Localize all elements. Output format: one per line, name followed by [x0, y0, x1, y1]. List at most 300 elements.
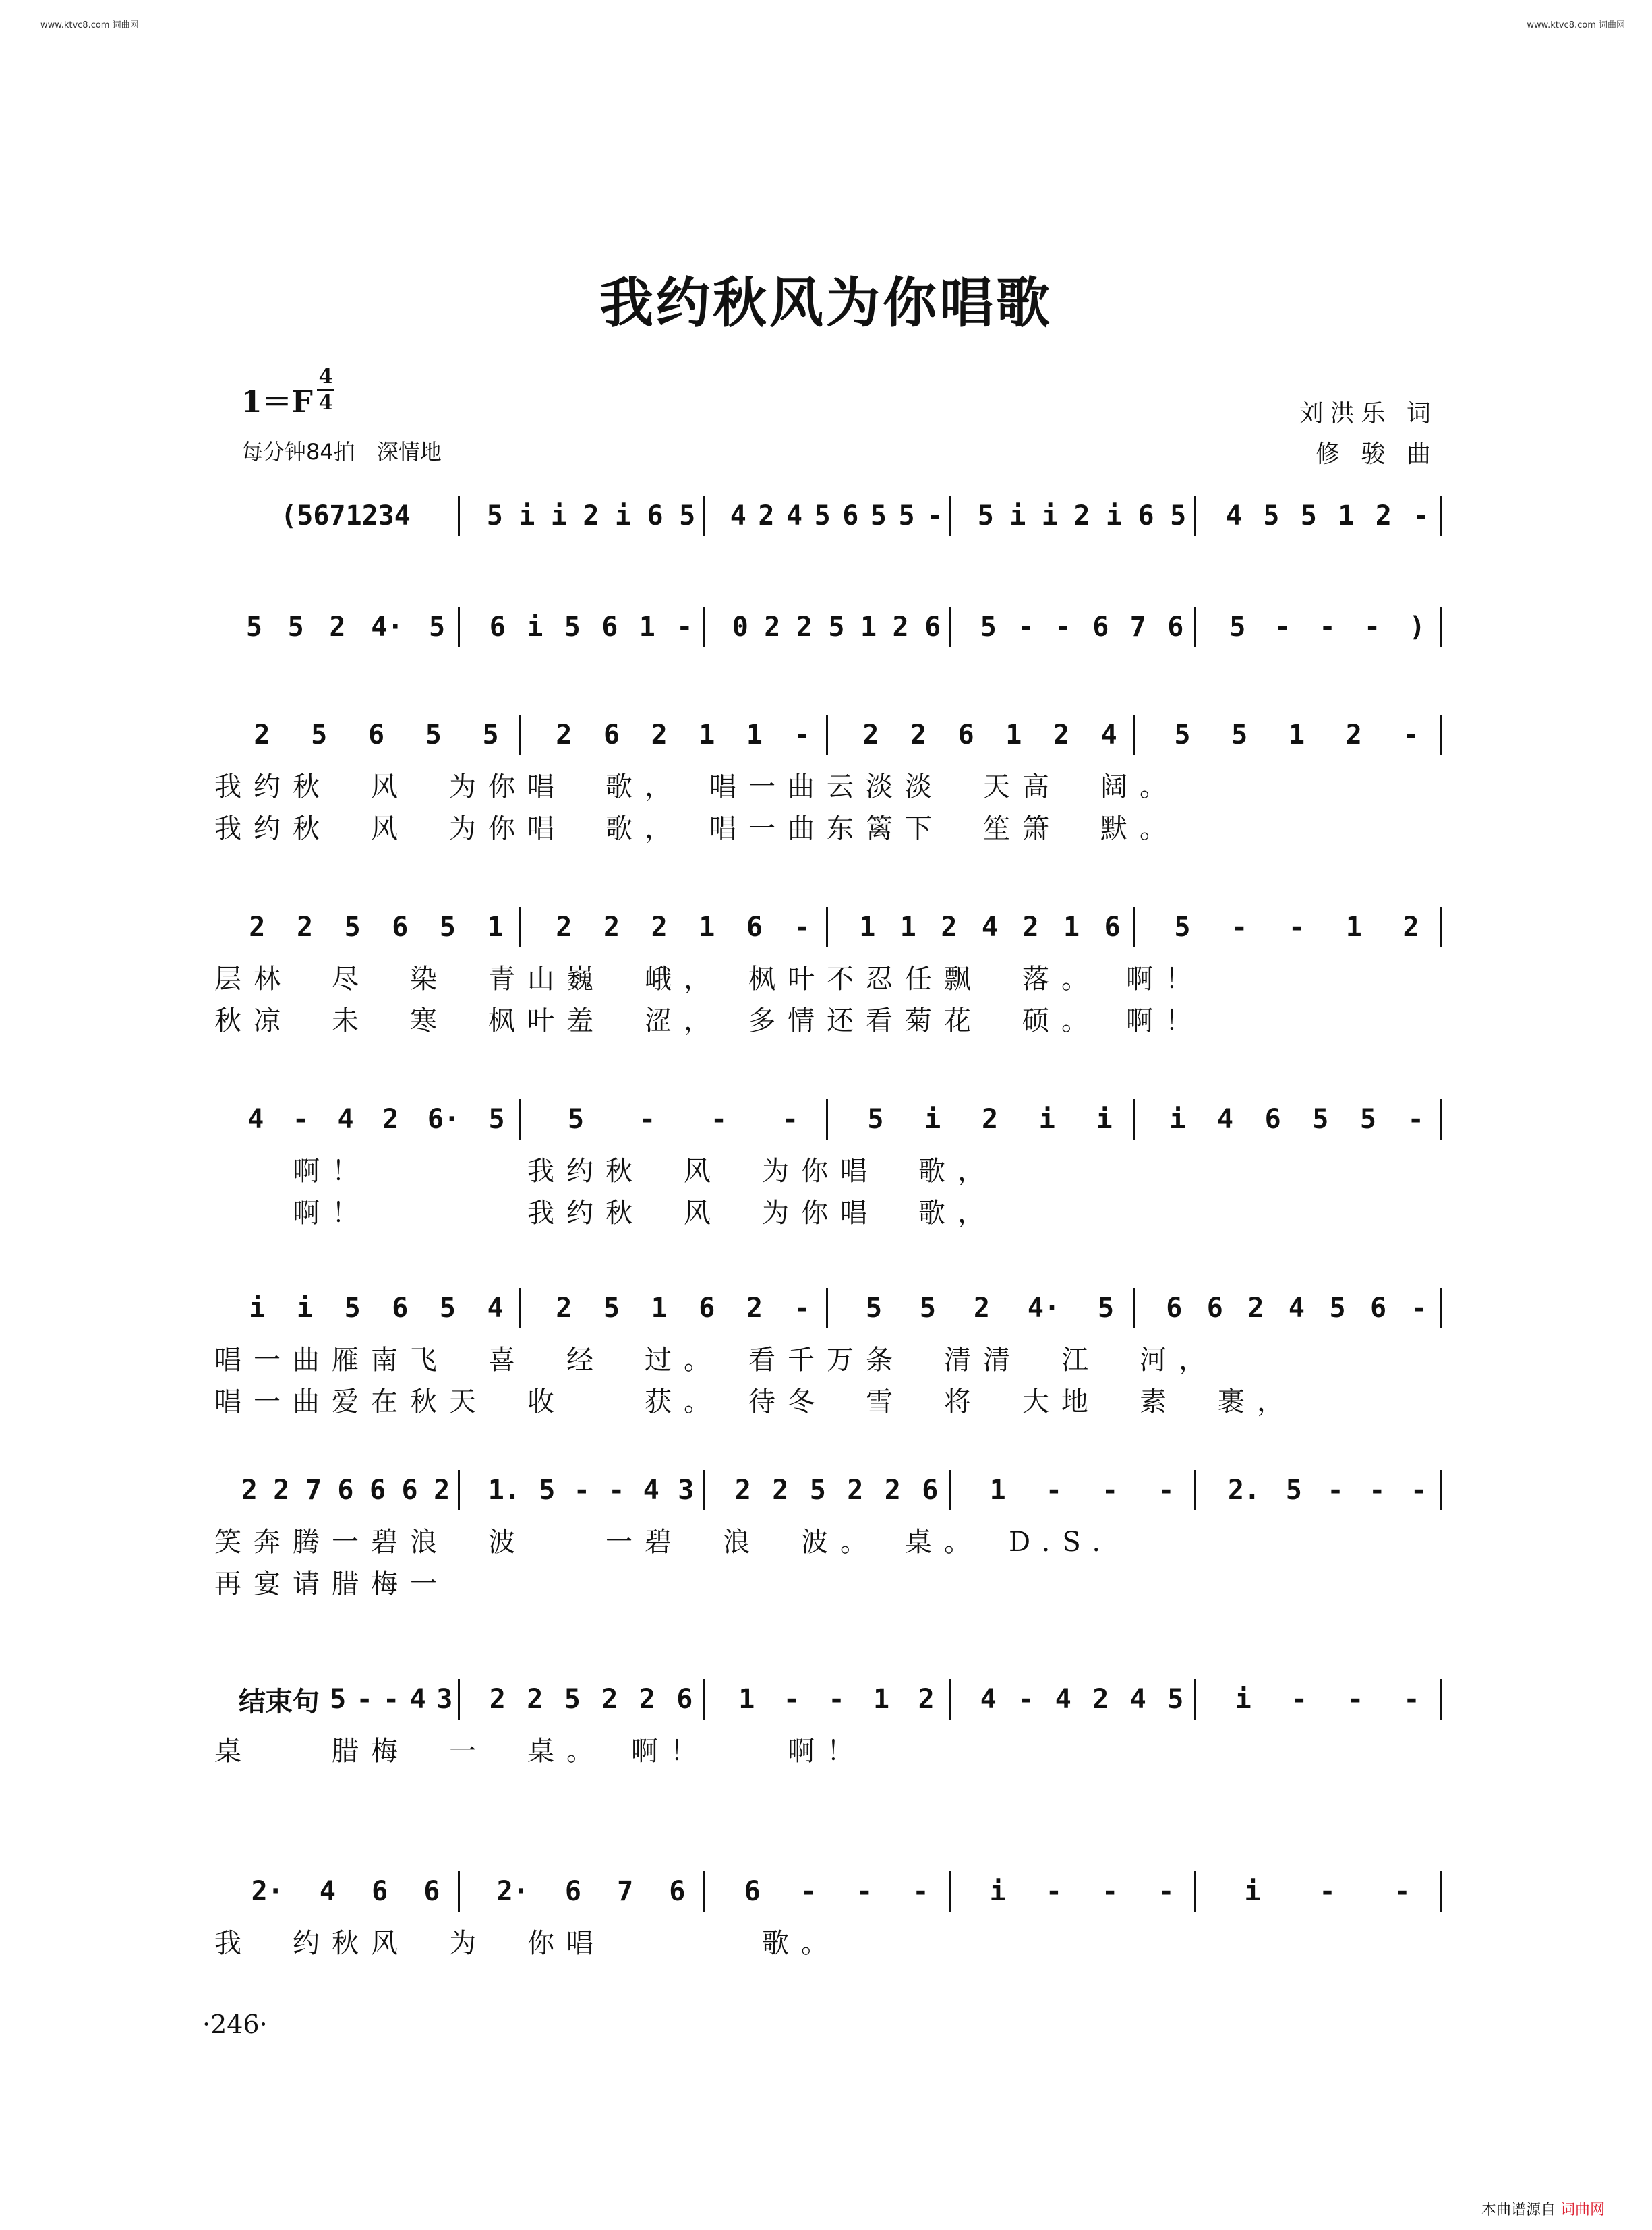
note: 4·: [371, 612, 404, 643]
note: -: [781, 1104, 799, 1135]
measure: [1196, 1470, 1442, 1510]
lyric-line: 唱一曲爱在秋天 收 获。 待冬 雪 将 大地 素 裹，: [214, 1386, 1296, 1417]
note: 2: [527, 1684, 543, 1715]
note: 6: [392, 1293, 409, 1324]
note: 5: [344, 1293, 361, 1324]
note: 5: [287, 612, 304, 643]
note: i: [1096, 1104, 1113, 1135]
note: 5: [245, 612, 262, 643]
note: 1: [859, 912, 876, 943]
measure: [1196, 1871, 1442, 1912]
note: 3: [678, 1475, 695, 1506]
note: 4: [1129, 1684, 1146, 1715]
note: i: [527, 612, 543, 643]
note: 5: [980, 612, 997, 643]
note: 4: [980, 1684, 997, 1715]
note: 6: [924, 612, 941, 643]
note: 1: [873, 1684, 890, 1715]
note: 2: [651, 912, 668, 943]
lyric-line: 啊！ 我约秋 风 为你唱 歌，: [214, 1156, 997, 1187]
measure: [828, 1099, 1135, 1140]
notation-line: [214, 607, 1442, 647]
note: i: [1038, 1104, 1055, 1135]
notation-line: [214, 907, 1442, 947]
note: -: [1288, 912, 1305, 943]
note: 4: [247, 1104, 264, 1135]
measure: [214, 607, 460, 647]
site-watermark-left: www.ktvc8.com 词曲网: [40, 20, 139, 30]
note: 6: [922, 1475, 939, 1506]
note: -: [1327, 1475, 1344, 1506]
measure: [460, 1470, 705, 1510]
note: 5: [429, 612, 446, 643]
note: 1: [1345, 912, 1362, 943]
notation-line: [214, 1470, 1442, 1510]
note: -: [794, 720, 810, 751]
note: 5: [1329, 1293, 1346, 1324]
measure: [460, 1871, 705, 1912]
note: 6: [1206, 1293, 1223, 1324]
note: -: [783, 1684, 800, 1715]
note: 6: [669, 1876, 686, 1907]
note: 6: [957, 720, 974, 751]
note: -: [608, 1475, 625, 1506]
notation-line: [214, 1288, 1442, 1328]
note: 3: [436, 1684, 453, 1715]
note: 2: [651, 720, 668, 751]
note: 5: [1097, 1293, 1115, 1324]
note: 7: [305, 1475, 322, 1506]
note: 4: [1225, 500, 1242, 531]
notation-line: [214, 1099, 1442, 1140]
note: -: [794, 912, 810, 943]
note: -: [676, 612, 693, 643]
note: 结束句: [238, 1686, 320, 1718]
score-row: [214, 715, 1442, 844]
note: 2: [1092, 1684, 1109, 1715]
note: 4: [409, 1684, 426, 1715]
note: -: [856, 1876, 873, 1907]
note: 1: [699, 720, 715, 751]
measure: [214, 1288, 521, 1328]
note: 1: [899, 912, 916, 943]
note: 2: [1053, 720, 1069, 751]
note: 4: [1216, 1104, 1234, 1135]
note: i: [1009, 500, 1026, 531]
note: -: [710, 1104, 728, 1135]
lyric-line: 层林 尽 染 青山巍 峨， 枫叶不忍任飘 落。 啊！: [214, 964, 1204, 995]
measure: [1135, 1099, 1442, 1140]
note: 2·: [251, 1876, 284, 1907]
time-top: 4: [318, 365, 333, 388]
note: ): [1409, 612, 1425, 643]
note: 6: [337, 1475, 354, 1506]
lyric-line: 我约秋 风 为你唱 歌， 唱一曲东篱下 笙箫 默。: [214, 813, 1179, 844]
note: -: [1413, 500, 1429, 531]
note: 2: [764, 612, 781, 643]
note: 1: [487, 912, 504, 943]
measure: [214, 1099, 521, 1140]
note: -: [1102, 1876, 1119, 1907]
note: -: [1319, 612, 1336, 643]
measure: [521, 1288, 828, 1328]
note: -: [1274, 612, 1291, 643]
measure: [214, 1679, 460, 1720]
note: 1: [1288, 720, 1305, 751]
note: -: [1045, 1876, 1062, 1907]
note: 2: [746, 1293, 763, 1324]
note: 4: [1288, 1293, 1305, 1324]
note: 4: [1100, 720, 1117, 751]
note: 2: [556, 720, 572, 751]
notation-line: [214, 1871, 1442, 1912]
note: -: [794, 1293, 810, 1324]
note: 6: [367, 720, 385, 751]
score-row: [214, 1470, 1442, 1600]
note: 2: [254, 720, 270, 751]
note: -: [1319, 1876, 1336, 1907]
measure: [705, 607, 951, 647]
note: 6: [489, 612, 506, 643]
lyric-line: 秋凉 未 寒 枫叶羞 涩， 多情还看菊花 硕。 啊！: [214, 1005, 1204, 1036]
note: 5: [865, 1293, 883, 1324]
note: (5671234: [281, 500, 411, 531]
note: -: [292, 1104, 309, 1135]
note: 6: [601, 612, 618, 643]
notation-line: [214, 496, 1442, 536]
lyricist-credit: 刘洪乐 词: [1299, 400, 1438, 428]
note: 4: [786, 500, 803, 531]
note: 2: [1022, 912, 1039, 943]
note: 2: [603, 912, 620, 943]
note: 5: [809, 1475, 826, 1506]
note: -: [1158, 1876, 1175, 1907]
note: 7: [1129, 612, 1146, 643]
note: i: [614, 500, 632, 531]
note: 5: [1312, 1104, 1329, 1135]
note: -: [1347, 1684, 1364, 1715]
note: 2: [1375, 500, 1392, 531]
note: -: [1403, 720, 1419, 751]
note: 5: [1263, 500, 1280, 531]
measure: [828, 715, 1135, 755]
note: 2: [1073, 500, 1090, 531]
note: 5: [977, 500, 994, 531]
note: 5: [603, 1293, 620, 1324]
note: -: [1369, 1475, 1386, 1506]
measure: [460, 1679, 705, 1720]
notation-line: [214, 715, 1442, 755]
note: -: [383, 1684, 400, 1715]
note: 2: [273, 1475, 290, 1506]
note: 4: [730, 500, 746, 531]
note: 2: [981, 1104, 999, 1135]
source-prefix: 本曲谱源自: [1481, 2202, 1556, 2219]
note: 5: [344, 912, 361, 943]
measure: [1196, 496, 1442, 536]
note: 4: [643, 1475, 659, 1506]
note: 2: [556, 912, 572, 943]
note: -: [1102, 1475, 1119, 1506]
note: 5: [1300, 500, 1317, 531]
lyric-line: 再宴请腊梅一: [214, 1568, 449, 1600]
measure: [951, 1871, 1196, 1912]
note: 5: [1285, 1475, 1302, 1506]
note: 5: [1174, 912, 1191, 943]
note: 2: [583, 500, 599, 531]
score-row: [214, 1871, 1442, 1959]
note: 5: [439, 1293, 456, 1324]
note: i: [296, 1293, 314, 1324]
note: -: [926, 500, 943, 531]
note: -: [1055, 612, 1071, 643]
note: 1: [699, 912, 715, 943]
note: 6: [372, 1876, 388, 1907]
note: 6·: [427, 1104, 460, 1135]
measure: [460, 607, 705, 647]
lyric-line: 笑奔腾一碧浪 波 一碧 浪 波。 桌。 D.S.: [214, 1527, 1113, 1558]
note: 5: [311, 720, 328, 751]
note: 5: [425, 720, 442, 751]
note: -: [1407, 1104, 1424, 1135]
note: 5: [1167, 1684, 1184, 1715]
measure: [705, 496, 951, 536]
note: 6: [1370, 1293, 1387, 1324]
measure: [1196, 607, 1442, 647]
note: 2: [1345, 720, 1362, 751]
note: 5: [814, 500, 831, 531]
measure: [521, 907, 828, 947]
note: 2: [862, 720, 879, 751]
note: 2: [918, 1684, 935, 1715]
note: 2: [1247, 1293, 1264, 1324]
notation-line: [214, 1679, 1442, 1720]
note: 2: [296, 912, 314, 943]
lyric-line: 啊！ 我约秋 风 为你唱 歌，: [214, 1198, 997, 1229]
note: 1: [989, 1475, 1006, 1506]
measure: [828, 1288, 1135, 1328]
measure: [1135, 1288, 1442, 1328]
note: 6: [1104, 912, 1121, 943]
note: i: [1169, 1104, 1186, 1135]
note: 5: [567, 1104, 585, 1135]
note: 6: [676, 1684, 693, 1715]
measure: [1135, 907, 1442, 947]
score-row: [214, 496, 1442, 583]
note: -: [1364, 612, 1381, 643]
note: 6: [1167, 612, 1184, 643]
note: 1: [1338, 500, 1355, 531]
note: 5: [1231, 720, 1248, 751]
note: -: [356, 1684, 373, 1715]
note: 2: [249, 912, 266, 943]
lyric-line: 桌 腊梅 一 桌。 啊！ 啊！: [214, 1736, 866, 1767]
note: 2: [758, 500, 775, 531]
note: 5: [828, 612, 845, 643]
note: 5: [486, 500, 503, 531]
note: 6: [699, 1293, 715, 1324]
note: 4: [487, 1293, 504, 1324]
note: 1: [1005, 720, 1022, 751]
measure: [1196, 1679, 1442, 1720]
note: 6: [1166, 1293, 1183, 1324]
note: 5: [488, 1104, 505, 1135]
note: 2: [892, 612, 909, 643]
note: 6: [392, 912, 409, 943]
note: 4: [1055, 1684, 1071, 1715]
note: 6: [423, 1876, 440, 1907]
note: 5: [439, 912, 456, 943]
note: 2: [241, 1475, 258, 1506]
lyric-line: 唱一曲雁南飞 喜 经 过。 看千万条 清清 江 河，: [214, 1345, 1218, 1376]
note: 1.: [488, 1475, 521, 1506]
note: -: [1291, 1684, 1307, 1715]
note: 6: [401, 1475, 418, 1506]
note: i: [1041, 500, 1058, 531]
note: 2: [489, 1684, 506, 1715]
note: 2: [884, 1475, 901, 1506]
measure: [521, 715, 828, 755]
note: 1: [746, 720, 763, 751]
note: 1: [738, 1684, 755, 1715]
note: -: [573, 1475, 590, 1506]
note: 4: [981, 912, 999, 943]
note: 4: [337, 1104, 354, 1135]
note: 5: [919, 1293, 937, 1324]
measure: [828, 907, 1135, 947]
note: -: [1231, 912, 1248, 943]
note: 2: [941, 912, 957, 943]
note: i: [249, 1293, 266, 1324]
note: -: [1045, 1475, 1062, 1506]
note: 2: [772, 1475, 789, 1506]
note: i: [519, 500, 535, 531]
note: -: [1017, 612, 1034, 643]
note: i: [1105, 500, 1123, 531]
measure: [460, 496, 705, 536]
measure: [214, 715, 521, 755]
measure: [951, 1470, 1196, 1510]
note: 2: [382, 1104, 399, 1135]
note: 0: [732, 612, 748, 643]
note: -: [1411, 1475, 1427, 1506]
note: 5: [1174, 720, 1191, 751]
note: 5: [330, 1684, 347, 1715]
note: 2: [639, 1684, 655, 1715]
note: 6: [564, 1876, 581, 1907]
note: -: [1158, 1475, 1175, 1506]
time-signature: [317, 365, 334, 415]
note: -: [1394, 1876, 1411, 1907]
note: 1: [651, 1293, 668, 1324]
note: 1: [639, 612, 655, 643]
time-bottom: 4: [318, 391, 333, 415]
note: 5: [1229, 612, 1246, 643]
note: 5: [564, 1684, 581, 1715]
lyric-line: 我约秋 风 为你唱 歌， 唱一曲云淡淡 天高 阔。: [214, 771, 1179, 802]
measure: [521, 1099, 828, 1140]
note: 4: [319, 1876, 336, 1907]
measure: [1135, 715, 1442, 755]
note: 7: [617, 1876, 634, 1907]
page-number: ·246·: [202, 2009, 268, 2039]
measure: [214, 1470, 460, 1510]
composer-credit: 修 骏 曲: [1316, 440, 1438, 468]
note: 6: [647, 500, 663, 531]
note: 5: [564, 612, 581, 643]
note: 6: [603, 720, 620, 751]
note: 6: [746, 912, 763, 943]
note: 6: [1264, 1104, 1281, 1135]
note: i: [1244, 1876, 1261, 1907]
note: -: [639, 1104, 656, 1135]
note: 2: [847, 1475, 864, 1506]
note: 2: [734, 1475, 751, 1506]
source-brand: 词曲网: [1560, 2202, 1605, 2219]
key-signature: 1＝F: [241, 385, 313, 419]
site-watermark-right: www.ktvc8.com 词曲网: [1527, 20, 1625, 30]
measure: [951, 607, 1196, 647]
note: i: [1235, 1684, 1251, 1715]
note: 5: [898, 500, 915, 531]
tempo-marking: 每分钟84拍 深情地: [241, 439, 442, 465]
note: 6: [369, 1475, 386, 1506]
note: 2: [910, 720, 927, 751]
note: 5: [867, 1104, 884, 1135]
note: 6: [744, 1876, 761, 1907]
note: 5: [679, 500, 696, 531]
note: -: [1403, 1684, 1420, 1715]
score-row: [214, 1288, 1442, 1417]
score-row: [214, 607, 1442, 695]
measure: [705, 1470, 951, 1510]
measure: [951, 1679, 1196, 1720]
note: -: [1411, 1293, 1427, 1324]
note: 2: [973, 1293, 990, 1324]
note: 2: [601, 1684, 618, 1715]
note: 5: [482, 720, 499, 751]
note: 6: [1092, 612, 1109, 643]
note: 1: [1063, 912, 1080, 943]
note: 4·: [1027, 1293, 1061, 1324]
note: -: [800, 1876, 817, 1907]
measure: [705, 1871, 951, 1912]
note: 2: [796, 612, 813, 643]
measure: [214, 907, 521, 947]
note: i: [989, 1876, 1006, 1907]
note: -: [828, 1684, 845, 1715]
note: i: [550, 500, 567, 531]
note: 2: [1403, 912, 1419, 943]
note: 2: [556, 1293, 572, 1324]
note: 5: [1359, 1104, 1376, 1135]
note: 1: [860, 612, 877, 643]
score-row: [214, 907, 1442, 1036]
measure: [951, 496, 1196, 536]
lyric-line: 我 约秋风 为 你唱 歌。: [214, 1928, 840, 1959]
note: 6: [842, 500, 859, 531]
measure: [214, 496, 460, 536]
note: -: [1017, 1684, 1034, 1715]
measure: [705, 1679, 951, 1720]
note: 5: [539, 1475, 556, 1506]
note: 6: [1138, 500, 1154, 531]
source-credit: [1481, 2198, 1605, 2219]
note: 2: [434, 1475, 450, 1506]
note: 2·: [496, 1876, 529, 1907]
note: -: [912, 1876, 929, 1907]
score-row: [214, 1679, 1442, 1767]
